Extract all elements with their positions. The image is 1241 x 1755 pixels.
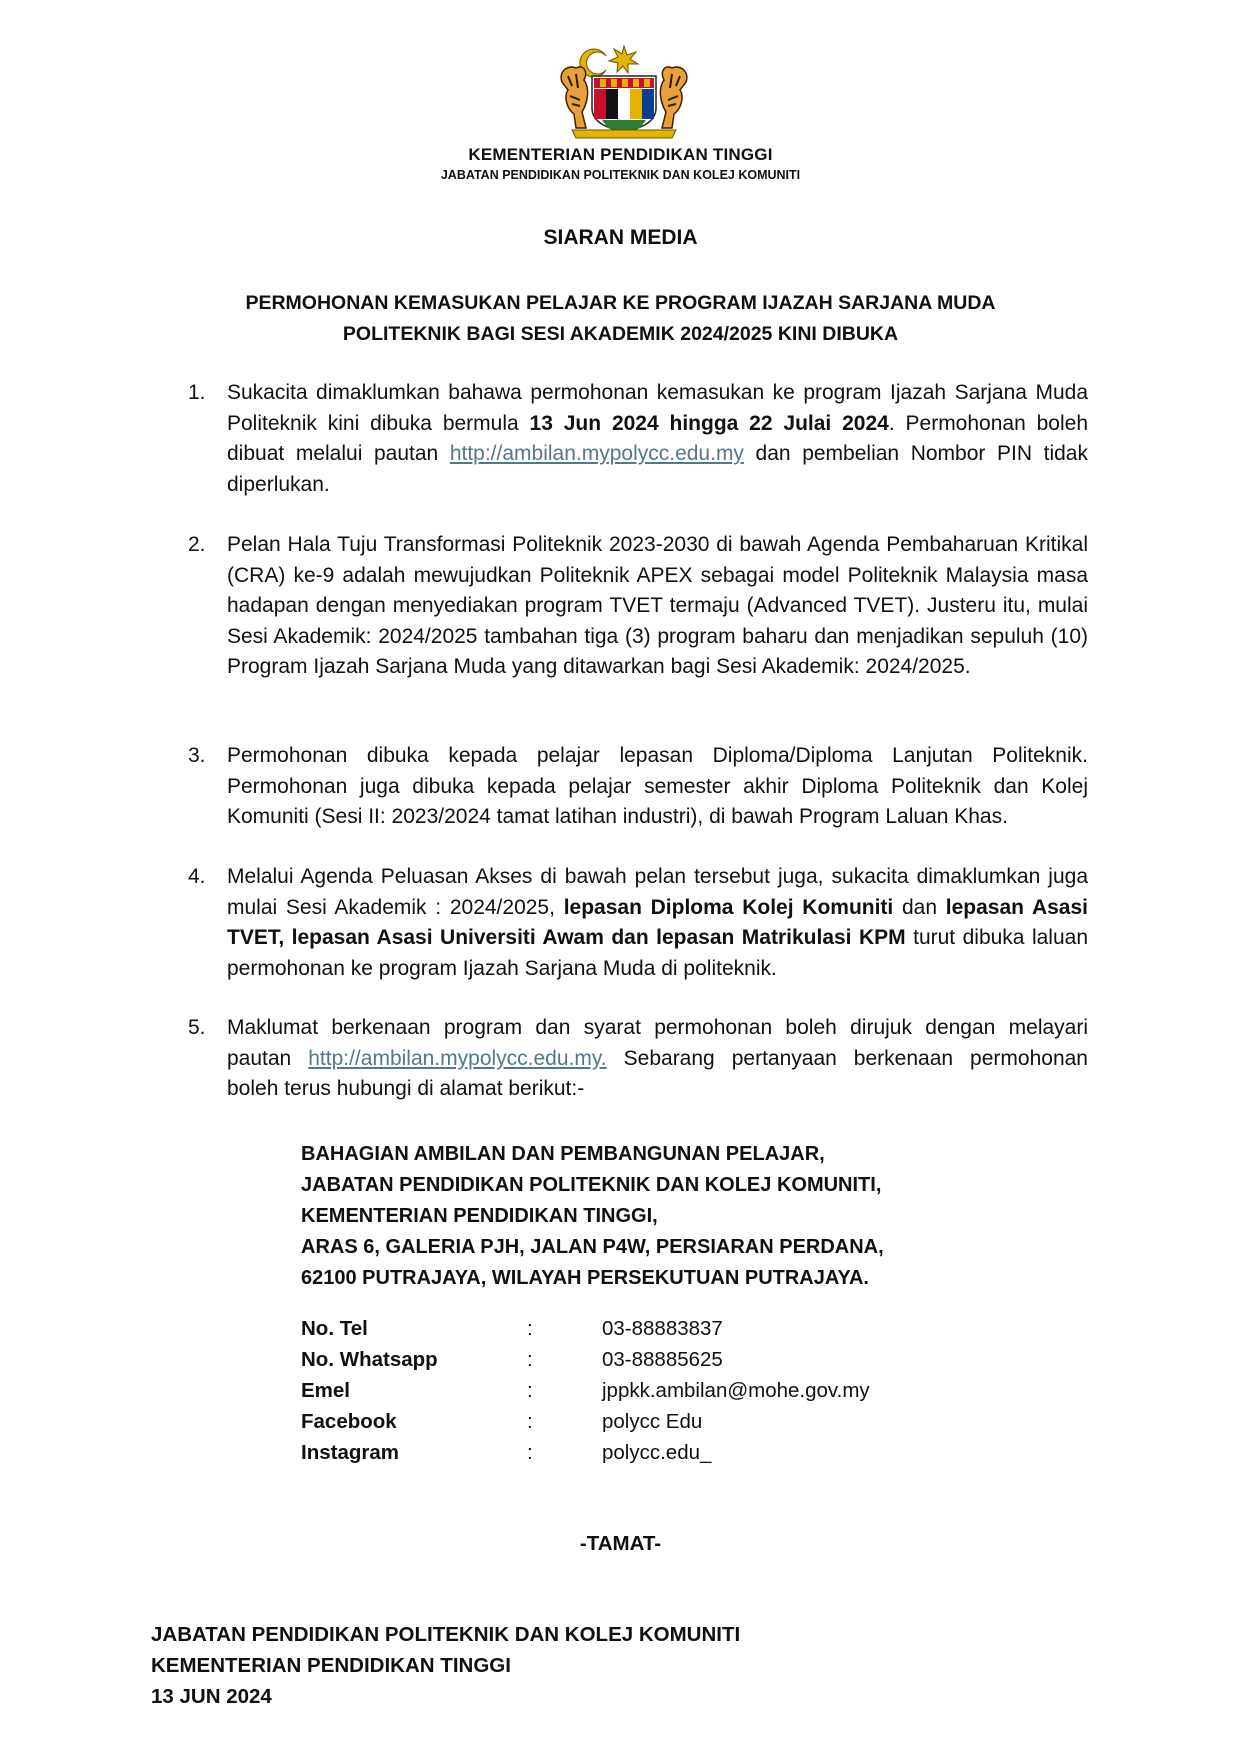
- paragraph-text: dan pembelian Nombor PIN tidak diperlukan.: [227, 442, 1088, 496]
- contact-label: No. Whatsapp: [301, 1348, 438, 1371]
- paragraph-text: dan: [893, 895, 946, 919]
- ministry-heading: KEMENTERIAN PENDIDIKAN TINGGI: [468, 145, 773, 164]
- paragraph-text: Sukacita dimaklumkan bahawa permohonan kemasukan ke program Ijazah Sarjana Muda Politeknik kini dibuka bermula: [227, 381, 1088, 435]
- contact-label: No. Tel: [301, 1317, 368, 1340]
- contact-row-tel: [301, 1313, 1001, 1344]
- subtitle-line-2: POLITEKNIK BAGI SESI AKADEMIK 2024/2025 KINI DIBUKA: [342, 323, 899, 345]
- contact-separator: :: [527, 1410, 533, 1433]
- contact-separator: :: [527, 1379, 533, 1402]
- press-release-subtitle: [0, 288, 1241, 350]
- footer-signature: [151, 1619, 740, 1712]
- application-dates: 13 Jun 2024 hingga 22 Julai 2024: [529, 411, 889, 435]
- malaysia-coat-of-arms-icon: [554, 42, 694, 142]
- footer-date: 13 JUN 2024: [151, 1685, 272, 1708]
- contact-label: Facebook: [301, 1410, 397, 1433]
- footer-ministry: KEMENTERIAN PENDIDIKAN TINGGI: [151, 1654, 511, 1677]
- contact-list: [301, 1313, 1001, 1468]
- contact-row-whatsapp: [301, 1344, 1001, 1375]
- address-line: JABATAN PENDIDIKAN POLITEKNIK DAN KOLEJ KOMUNITI,: [301, 1174, 882, 1196]
- paragraph-number: 2.: [188, 533, 206, 556]
- address-line: KEMENTERIAN PENDIDIKAN TINGGI,: [301, 1205, 658, 1227]
- contact-value: 03-88883837: [602, 1317, 723, 1340]
- contact-label: Emel: [301, 1379, 350, 1402]
- contact-row-instagram: [301, 1437, 1001, 1468]
- contact-separator: :: [527, 1441, 533, 1464]
- paragraph-number: 4.: [188, 865, 206, 888]
- footer-department: JABATAN PENDIDIKAN POLITEKNIK DAN KOLEJ KOMUNITI: [151, 1623, 741, 1646]
- contact-address: [301, 1139, 1101, 1294]
- end-mark: -TAMAT-: [579, 1532, 662, 1555]
- contact-value: polycc Edu: [602, 1410, 703, 1433]
- paragraph-body: [227, 862, 1088, 984]
- application-link[interactable]: http://ambilan.mypolycc.edu.my: [449, 442, 744, 465]
- paragraph-number: 5.: [188, 1016, 206, 1039]
- paragraph-body: Pelan Hala Tuju Transformasi Politeknik 2023-2030 di bawah Agenda Pembaharuan Kritikal (CRA) ke-9 adalah mewujudkan Politeknik APEX sebagai model Politeknik Malaysia masa hadapan dengan menyediakan program TVET termaju (Advanced TVET). Justeru itu, mulai Sesi Akademik: 2024/2025 tambahan tiga (3) program baharu dan menjadikan sepuluh (10) Program Ijazah Sarjana Muda yang ditawarkan bagi Sesi Akademik: 2024/2025.: [227, 533, 1088, 678]
- paragraph-body: Permohonan dibuka kepada pelajar lepasan Diploma/Diploma Lanjutan Politeknik. Permohonan juga dibuka kepada pelajar semester akhir Diploma Politeknik dan Kolej Komuniti (Sesi II: 2023/2024 tamat latihan industri), di bawah Program Laluan Khas.: [227, 744, 1088, 828]
- address-line: ARAS 6, GALERIA PJH, JALAN P4W, PERSIARAN PERDANA,: [301, 1236, 884, 1258]
- address-line: 62100 PUTRAJAYA, WILAYAH PERSEKUTUAN PUTRAJAYA.: [301, 1267, 869, 1289]
- paragraph-number: 3.: [188, 744, 206, 767]
- paragraph-text: Melalui Agenda Peluasan Akses di bawah pelan tersebut juga, sukacita dimaklumkan juga mulai Sesi Akademik : 2024/2025,: [227, 865, 1088, 919]
- address-line: BAHAGIAN AMBILAN DAN PEMBANGUNAN PELAJAR,: [301, 1143, 825, 1165]
- paragraph-text: turut dibuka laluan permohonan ke program Ijazah Sarjana Muda di politeknik.: [227, 926, 1088, 980]
- paragraph-text: Sebarang pertanyaan berkenaan permohonan boleh terus hubungi di alamat berikut:-: [227, 1046, 1088, 1100]
- paragraph-number: 1.: [188, 381, 206, 404]
- contact-value: 03-88885625: [602, 1348, 723, 1371]
- contact-row-email: [301, 1375, 1001, 1406]
- page-title: SIARAN MEDIA: [543, 226, 698, 249]
- paragraph-body: [227, 1013, 1088, 1105]
- paragraph-text: . Permohonan boleh dibuat melalui pautan: [227, 411, 1088, 465]
- subtitle-line-1: PERMOHONAN KEMASUKAN PELAJAR KE PROGRAM IJAZAH SARJANA MUDA: [245, 292, 996, 314]
- contact-separator: :: [527, 1317, 533, 1340]
- paragraph-text: Maklumat berkenaan program dan syarat permohonan boleh dirujuk dengan melayari pautan: [227, 1016, 1088, 1070]
- contact-row-facebook: [301, 1406, 1001, 1437]
- paragraph-body: [227, 378, 1088, 500]
- eligible-group: lepasan Asasi TVET, lepasan Asasi Universiti Awam dan lepasan Matrikulasi KPM: [227, 895, 1088, 949]
- contact-value: polycc.edu_: [602, 1441, 712, 1464]
- department-heading: JABATAN PENDIDIKAN POLITEKNIK DAN KOLEJ KOMUNITI: [440, 168, 801, 182]
- info-link[interactable]: http://ambilan.mypolycc.edu.my.: [308, 1046, 607, 1070]
- contact-label: Instagram: [301, 1441, 399, 1464]
- contact-separator: :: [527, 1348, 533, 1371]
- eligible-group: lepasan Diploma Kolej Komuniti: [563, 895, 894, 919]
- contact-value: jppkk.ambilan@mohe.gov.my: [602, 1379, 870, 1402]
